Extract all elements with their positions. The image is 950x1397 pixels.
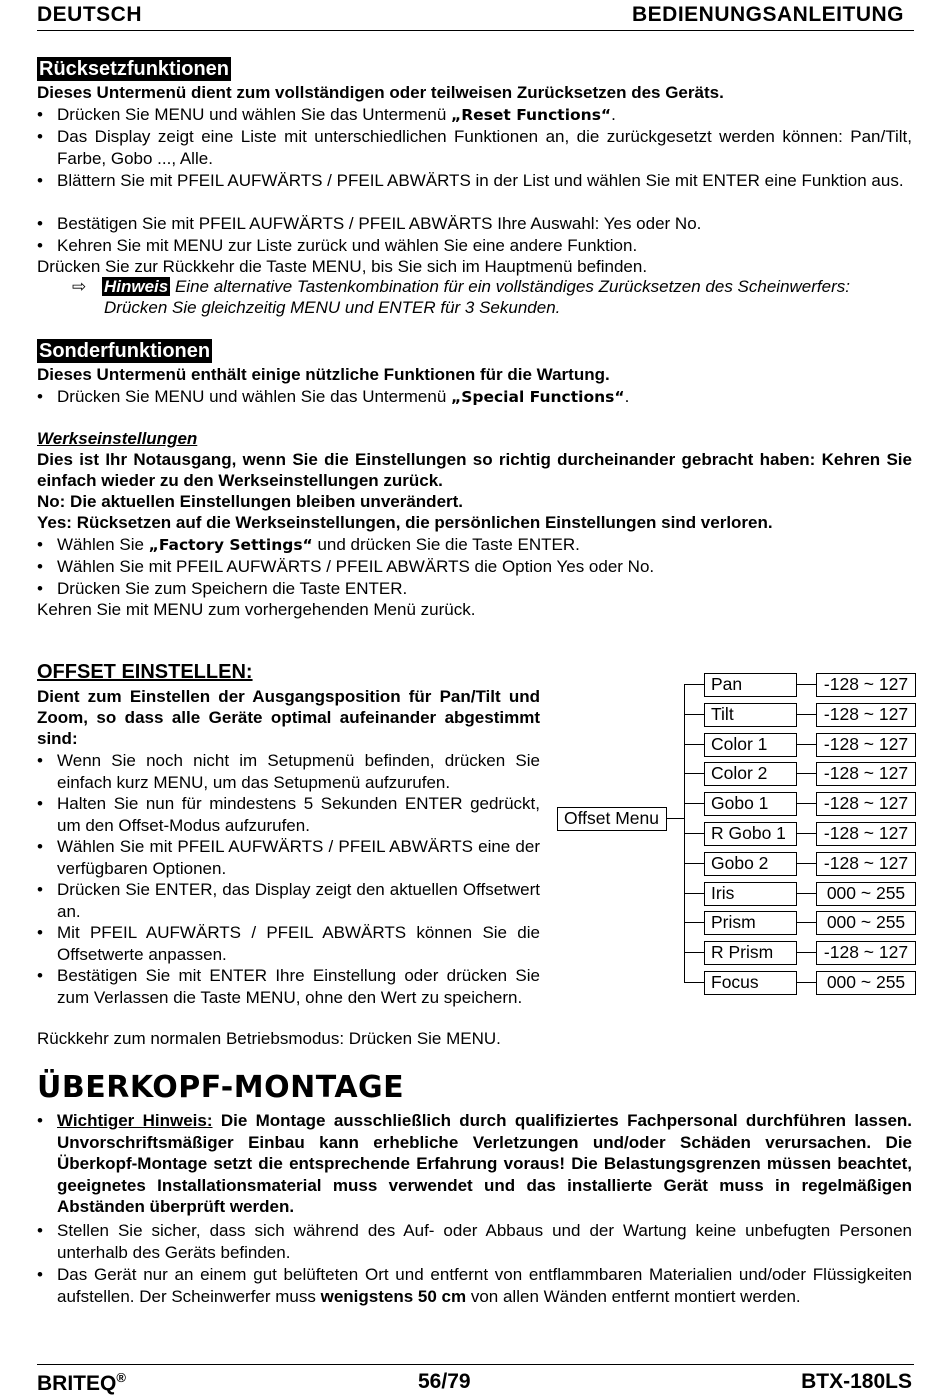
diagram-value-connector: [797, 833, 816, 834]
diagram-value-connector: [797, 863, 816, 864]
overhead-bullet-1: • Wichtiger Hinweis: Die Montage ausschließlich durch qualifiziertes Fachpersonal durchführen lassen. Unvorschriftsmäßiger Einbau kann erhebliche Verletzungen und/oder Schäden verursachen. Die Überkopf-Montage setzt die entsprechende Erfahrung voraus! Die Belastungsgrenzen müssen beachtet, geeignetes Installationsmaterial muss verwendet und das installierte Gerät muss in regelmäßigen Abständen überprüft werden.: [37, 1111, 913, 1216]
diagram-item-range: -128 ~ 127: [816, 673, 916, 697]
factory-bullet-2: • Wählen Sie mit PFEIL AUFWÄRTS / PFEIL ABWÄRTS die Option Yes oder No.: [37, 557, 655, 576]
offset-bullet-3: • Wählen Sie mit PFEIL AUFWÄRTS / PFEIL ABWÄRTS eine der verfügbaren Optionen.: [37, 837, 540, 878]
diagram-item-label: Color 2: [704, 762, 797, 786]
diagram-item-range: -128 ~ 127: [816, 941, 916, 965]
factory-title: Werkseinstellungen: [37, 429, 198, 448]
reset-note: ⇨ Hinweis Eine alternative Tastenkombination für ein vollständiges Zurücksetzen des Scheinwerfers: Drücken Sie gleichzeitig MENU und ENTER für 3 Sekunden.: [72, 277, 850, 317]
header-language: DEUTSCH: [37, 3, 143, 26]
diagram-branch-line: [684, 952, 704, 953]
offset-bullet-1: • Wenn Sie noch nicht im Setupmenü befinden, drücken Sie einfach kurz MENU, um das Setupmenü aufzurufen.: [37, 751, 540, 792]
footer-page-number: 56/79: [418, 1370, 471, 1393]
diagram-value-connector: [797, 684, 816, 685]
diagram-branch-line: [684, 803, 704, 804]
factory-bullet-3: • Drücken Sie zum Speichern die Taste ENTER.: [37, 579, 408, 598]
diagram-item-range: 000 ~ 255: [816, 911, 916, 935]
diagram-item-range: -128 ~ 127: [816, 792, 916, 816]
factory-text-1: Dies ist Ihr Notausgang, wenn Sie die Einstellungen so richtig durcheinander gebracht haben: Kehren Sie einfach wieder zu den Werkseinstellungen zurück.: [37, 450, 912, 490]
diagram-item-label: Gobo 1: [704, 792, 797, 816]
diagram-item-label: Iris: [704, 882, 797, 906]
special-intro: Dieses Untermenü enthält einige nützliche Funktionen für die Wartung.: [37, 365, 610, 384]
offset-intro: Dient zum Einstellen der Ausgangsposition für Pan/Tilt und Zoom, so dass alle Geräte optimal aufeinander abgestimmt sind:: [37, 687, 540, 748]
diagram-branch-line: [684, 773, 704, 774]
diagram-item-range: -128 ~ 127: [816, 852, 916, 876]
offset-bullet-4: • Drücken Sie ENTER, das Display zeigt den aktuellen Offsetwert an.: [37, 880, 540, 921]
diagram-item-range: 000 ~ 255: [816, 882, 916, 906]
reset-back-text: Drücken Sie zur Rückkehr die Taste MENU, bis Sie sich im Hauptmenü befinden.: [37, 257, 648, 276]
reset-bullet-1: • Drücken Sie MENU und wählen Sie das Untermenü „Reset Functions“.: [37, 105, 616, 124]
diagram-branch-line: [684, 744, 704, 745]
diagram-item-label: Tilt: [704, 703, 797, 727]
overhead-title: ÜBERKOPF-MONTAGE: [37, 1070, 405, 1105]
diagram-branch-line: [684, 863, 704, 864]
diagram-item-label: R Prism: [704, 941, 797, 965]
diagram-item-label: Pan: [704, 673, 797, 697]
footer-brand: BRITEQ®: [37, 1370, 126, 1395]
diagram-item-range: -128 ~ 127: [816, 733, 916, 757]
diagram-value-connector: [797, 773, 816, 774]
footer-model: BTX-180LS: [801, 1370, 912, 1393]
diagram-branch-line: [684, 982, 704, 983]
overhead-bullet-3: • Das Gerät nur an einem gut belüfteten Ort und entfernt von entflammbaren Materialien und/oder Flüssigkeiten aufstellen. Der Scheinwerfer muss wenigstens 50 cm von allen Wänden entfernt montiert werden.: [37, 1265, 912, 1306]
diagram-item-range: 000 ~ 255: [816, 971, 916, 995]
diagram-root-connector: [667, 818, 685, 819]
reset-bullet-5: • Kehren Sie mit MENU zur Liste zurück und wählen Sie eine andere Funktion.: [37, 236, 638, 255]
reset-bullet-4: • Bestätigen Sie mit PFEIL AUFWÄRTS / PFEIL ABWÄRTS Ihre Auswahl: Yes oder No.: [37, 214, 702, 233]
header-doc-type: BEDIENUNGSANLEITUNG: [631, 3, 904, 26]
diagram-value-connector: [797, 744, 816, 745]
factory-bullet-1: • Wählen Sie „Factory Settings“ und drücken Sie die Taste ENTER.: [37, 535, 580, 554]
diagram-value-connector: [797, 982, 816, 983]
factory-text-no: No: Die aktuellen Einstellungen bleiben unverändert.: [37, 492, 464, 511]
diagram-value-connector: [797, 922, 816, 923]
footer-rule: [37, 1364, 914, 1365]
offset-bullet-6: • Bestätigen Sie mit ENTER Ihre Einstellung oder drücken Sie zum Verlassen die Taste MENU, ohne den Wert zu speichern.: [37, 966, 540, 1007]
diagram-item-label: Color 1: [704, 733, 797, 757]
diagram-value-connector: [797, 803, 816, 804]
section-title-special: Sonderfunktionen: [39, 340, 211, 362]
reset-bullet-3: • Blättern Sie mit PFEIL AUFWÄRTS / PFEIL ABWÄRTS in der List und wählen Sie mit ENTER eine Funktion aus.: [37, 171, 904, 190]
diagram-item-label: Focus: [704, 971, 797, 995]
diagram-item-range: -128 ~ 127: [816, 703, 916, 727]
note-badge: Hinweis: [104, 277, 169, 296]
diagram-branch-line: [684, 714, 704, 715]
arrow-right-icon: ⇨: [72, 277, 87, 296]
diagram-value-connector: [797, 893, 816, 894]
overhead-bullet-2: • Stellen Sie sicher, dass sich während des Auf- oder Abbaus und der Wartung keine unbefugten Personen unterhalb des Geräts befinden.: [37, 1221, 912, 1262]
offset-title: OFFSET EINSTELLEN:: [37, 661, 253, 683]
diagram-item-range: -128 ~ 127: [816, 762, 916, 786]
diagram-value-connector: [797, 952, 816, 953]
offset-back-text: Rückkehr zum normalen Betriebsmodus: Drücken Sie MENU.: [37, 1029, 501, 1048]
diagram-item-range: -128 ~ 127: [816, 822, 916, 846]
diagram-item-label: R Gobo 1: [704, 822, 797, 846]
header-rule: [37, 30, 914, 31]
diagram-branch-line: [684, 922, 704, 923]
diagram-branch-line: [684, 893, 704, 894]
section-title-reset: Rücksetzfunktionen: [39, 58, 230, 80]
offset-bullet-2: • Halten Sie nun für mindestens 5 Sekunden ENTER gedrückt, um den Offset-Modus aufzurufen.: [37, 794, 540, 835]
reset-intro: Dieses Untermenü dient zum vollständigen oder teilweisen Zurücksetzen des Geräts.: [37, 83, 724, 102]
reset-bullet-2: • Das Display zeigt eine Liste mit unterschiedlichen Funktionen an, die zurückgesetzt werden können: Pan/Tilt, Farbe, Gobo ..., Alle.: [37, 127, 912, 168]
diagram-root-box: Offset Menu: [557, 807, 667, 831]
diagram-item-label: Gobo 2: [704, 852, 797, 876]
factory-back-text: Kehren Sie mit MENU zum vorhergehenden Menü zurück.: [37, 600, 476, 619]
diagram-item-label: Prism: [704, 911, 797, 935]
offset-bullet-5: • Mit PFEIL AUFWÄRTS / PFEIL ABWÄRTS können Sie die Offsetwerte anpassen.: [37, 923, 540, 964]
diagram-branch-line: [684, 684, 704, 685]
special-bullet-1: • Drücken Sie MENU und wählen Sie das Untermenü „Special Functions“.: [37, 387, 630, 406]
diagram-branch-line: [684, 833, 704, 834]
diagram-value-connector: [797, 714, 816, 715]
factory-text-yes: Yes: Rücksetzen auf die Werkseinstellungen, die persönlichen Einstellungen sind verloren.: [37, 513, 773, 532]
